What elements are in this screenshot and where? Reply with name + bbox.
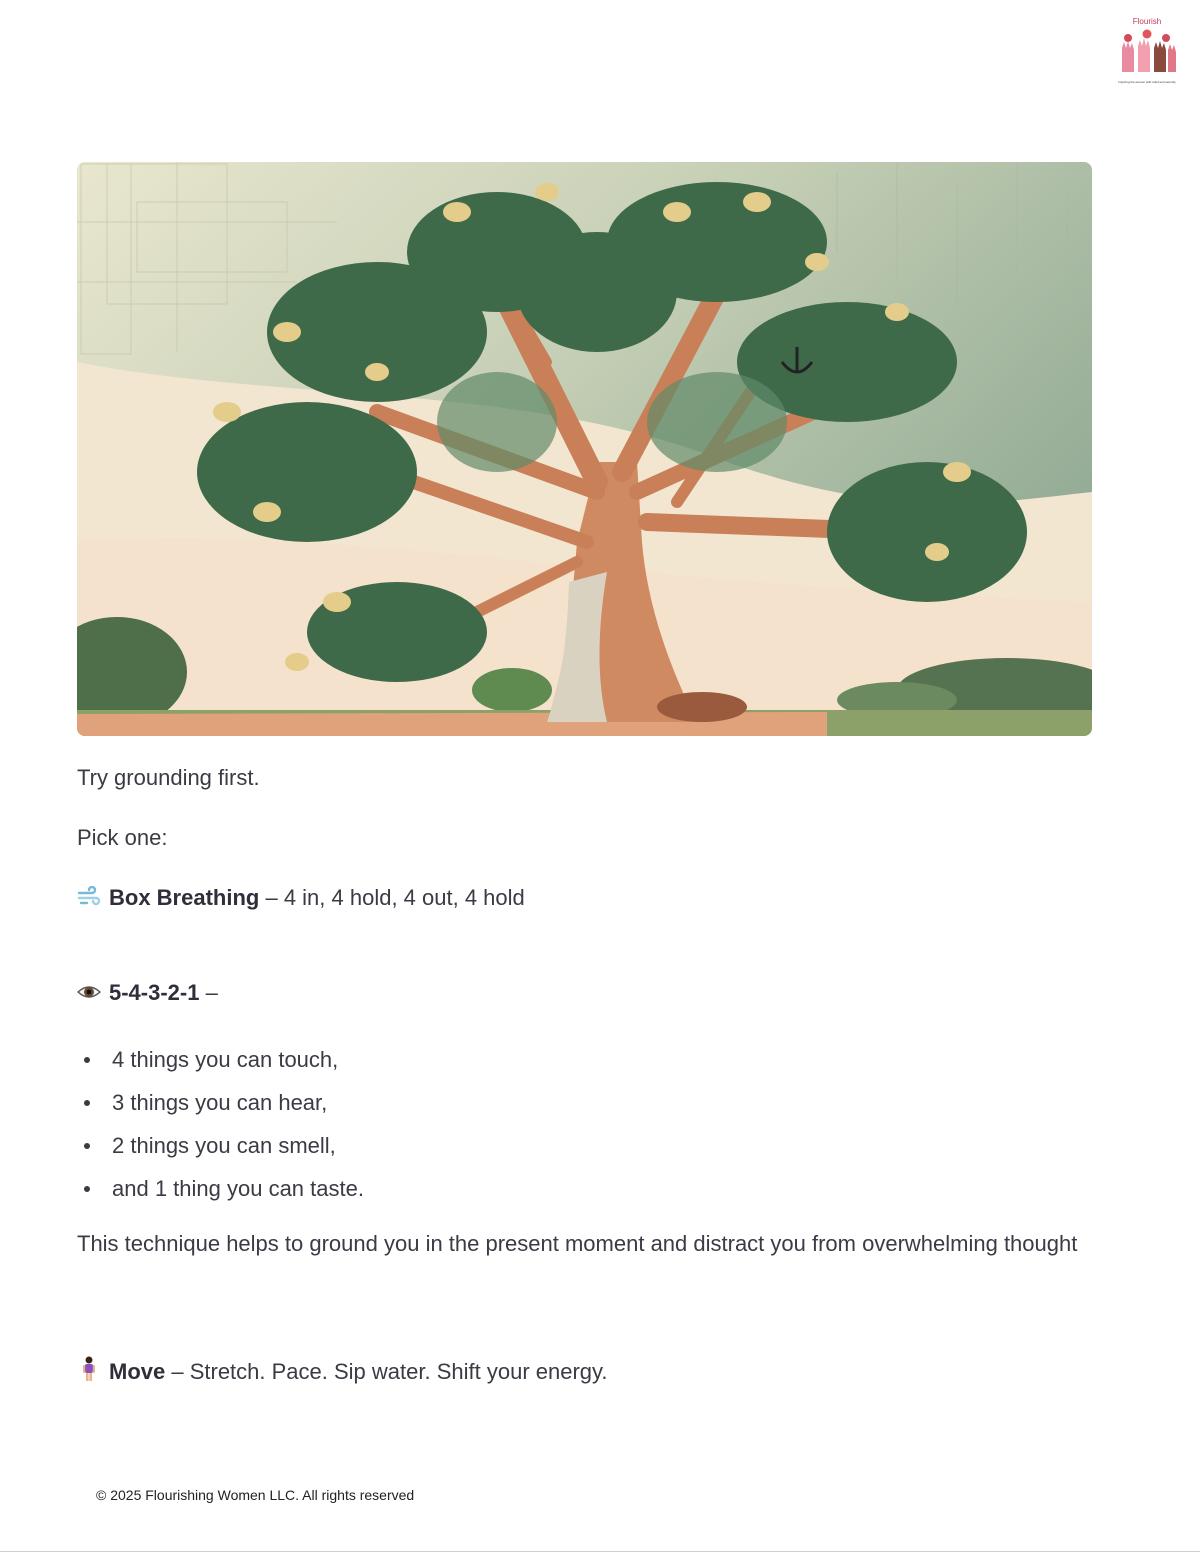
hero-image — [77, 162, 1092, 736]
box-breathing-text: – 4 in, 4 hold, 4 out, 4 hold — [259, 885, 525, 910]
logo-tagline: Inspiring the women with relief and serenity — [1118, 80, 1176, 84]
five-four-label: 5-4-3-2-1 — [109, 980, 200, 1005]
list-item: and 1 thing you can taste. — [77, 1167, 364, 1210]
logo-brand-text: Flourish — [1132, 17, 1162, 26]
list-item: 2 things you can smell, — [77, 1124, 364, 1167]
intro-text: Try grounding first. — [77, 765, 260, 790]
move-label: Move — [109, 1359, 166, 1384]
page-bottom-rule — [0, 1551, 1200, 1552]
box-breathing-line — [77, 882, 525, 917]
move-text: – Stretch. Pace. Sip water. Shift your energy. — [165, 1359, 608, 1384]
eye-icon — [77, 980, 101, 1012]
list-item: 3 things you can hear, — [77, 1081, 364, 1124]
senses-list — [77, 1038, 364, 1210]
move-line — [77, 1356, 608, 1391]
brand-logo — [1112, 14, 1182, 88]
person-standing-icon — [77, 1356, 101, 1391]
five-four-dash: – — [199, 980, 218, 1005]
wind-icon — [77, 885, 101, 917]
explanation-text: This technique helps to ground you in the present moment and distract you from overwhelming thought — [77, 1231, 1078, 1256]
tree-illustration — [77, 162, 1092, 736]
copyright-footer: © 2025 Flourishing Women LLC. All rights reserved — [96, 1487, 415, 1503]
pick-one-text: Pick one: — [77, 825, 168, 850]
list-item: 4 things you can touch, — [77, 1038, 364, 1081]
box-breathing-label: Box Breathing — [109, 885, 260, 910]
five-four-line — [77, 977, 218, 1012]
